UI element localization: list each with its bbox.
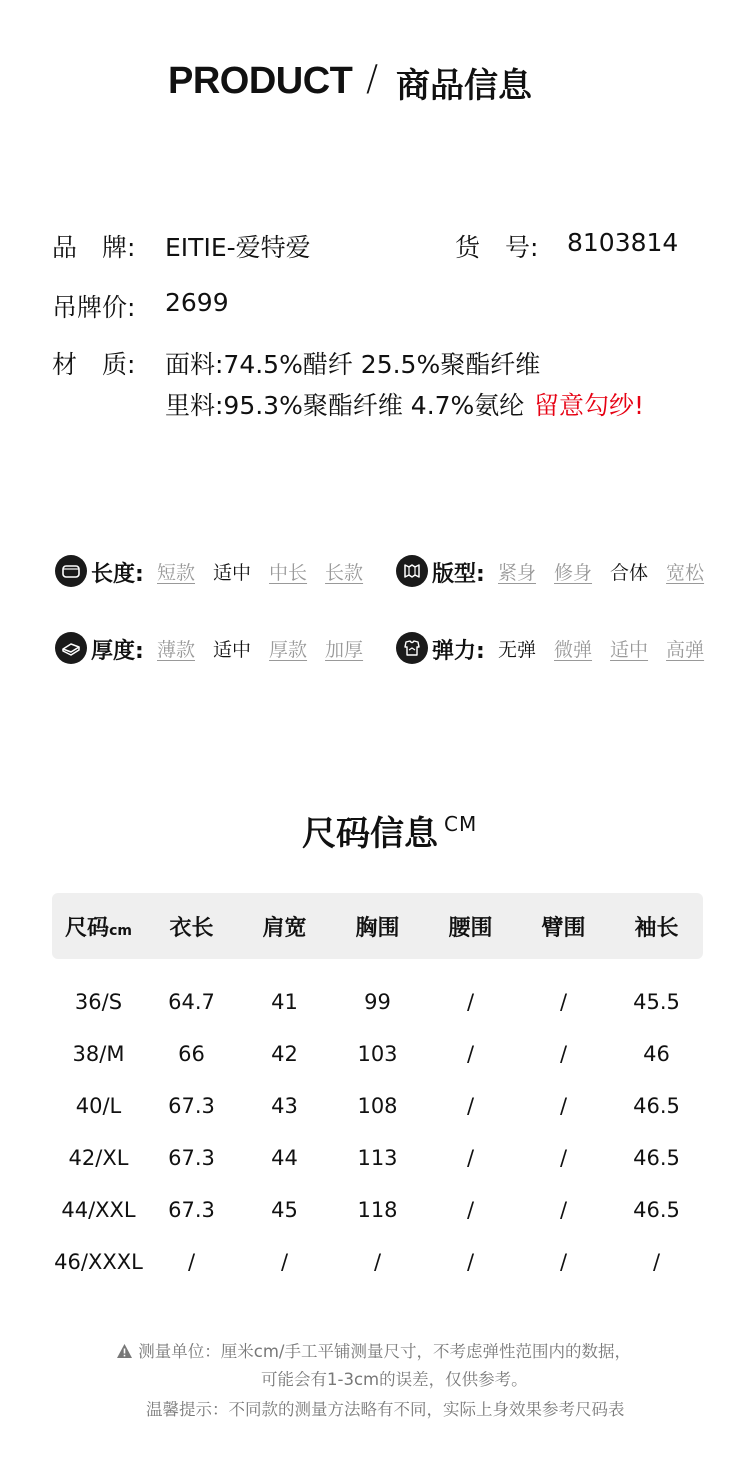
table-cell: 67.3 bbox=[168, 1198, 215, 1222]
table-cell: 45.5 bbox=[633, 990, 680, 1014]
table-cell: 44 bbox=[271, 1146, 298, 1170]
option-high-stretch: 高弹 bbox=[666, 639, 705, 661]
option-medium: 适中 bbox=[213, 562, 252, 584]
table-cell: / bbox=[652, 1250, 661, 1274]
table-cell: 67.3 bbox=[168, 1146, 215, 1170]
option-slim: 修身 bbox=[554, 562, 593, 584]
attr-thickness-options bbox=[157, 635, 363, 662]
option-medium-stretch: 适中 bbox=[610, 639, 649, 661]
table-row bbox=[52, 1184, 703, 1236]
note-text-3: 温馨提示：不同款的测量方法略有不同，实际上身效果参考尺码表 bbox=[146, 1400, 625, 1419]
table-cell: 99 bbox=[364, 990, 391, 1014]
header-title-en: PRODUCT bbox=[168, 60, 353, 102]
table-cell: / bbox=[466, 1094, 475, 1118]
attr-elasticity-options bbox=[498, 635, 704, 662]
attr-length bbox=[55, 555, 375, 591]
table-cell: / bbox=[559, 1250, 568, 1274]
table-cell: 67.3 bbox=[168, 1094, 215, 1118]
table-cell: 46 bbox=[643, 1042, 670, 1066]
attr-fit-options bbox=[498, 558, 704, 585]
table-cell: / bbox=[559, 1146, 568, 1170]
option-short: 短款 bbox=[157, 562, 196, 584]
elasticity-icon bbox=[396, 632, 428, 664]
table-cell: 103 bbox=[357, 1042, 398, 1066]
table-cell: 43 bbox=[271, 1094, 298, 1118]
table-cell: / bbox=[466, 1250, 475, 1274]
attr-length-label: 长度: bbox=[91, 562, 144, 587]
option-slight-stretch: 微弹 bbox=[554, 639, 593, 661]
table-row bbox=[52, 1028, 703, 1080]
option-moderate: 适中 bbox=[213, 639, 252, 661]
note-text-2: 可能会有1-3cm的误差，仅供参考。 bbox=[261, 1370, 528, 1389]
table-cell: / bbox=[559, 1042, 568, 1066]
table-row bbox=[52, 1080, 703, 1132]
brand-label: 品 牌: bbox=[52, 233, 136, 262]
material-label: 材 质: bbox=[52, 350, 136, 379]
length-icon bbox=[55, 555, 87, 587]
table-cell: 41 bbox=[271, 990, 298, 1014]
sku-value: 8103814 bbox=[567, 228, 679, 257]
table-cell: 46.5 bbox=[633, 1146, 680, 1170]
table-cell: / bbox=[466, 990, 475, 1014]
option-thin: 薄款 bbox=[157, 639, 196, 661]
size-table bbox=[52, 893, 703, 1288]
attr-fit-label: 版型: bbox=[432, 562, 485, 587]
brand-value: EITIE-爱特爱 bbox=[165, 233, 311, 262]
warning-icon bbox=[116, 1343, 133, 1359]
table-cell: 44/XXL bbox=[61, 1198, 136, 1222]
table-cell: / bbox=[466, 1042, 475, 1066]
option-thick: 厚款 bbox=[269, 639, 308, 661]
header-arm: 臂围 bbox=[541, 915, 586, 941]
table-cell: / bbox=[559, 1198, 568, 1222]
table-cell: / bbox=[373, 1250, 382, 1274]
table-cell: 42 bbox=[271, 1042, 298, 1066]
size-table-header bbox=[52, 893, 703, 959]
note-text-1: 测量单位：厘米cm/手工平铺测量尺寸，不考虑弹性范围内的数据， bbox=[138, 1342, 631, 1361]
header-size-unit: cm bbox=[109, 922, 132, 939]
option-loose: 宽松 bbox=[666, 562, 705, 584]
option-long: 长款 bbox=[325, 562, 364, 584]
attr-fit bbox=[396, 555, 716, 591]
price-value: 2699 bbox=[165, 288, 229, 317]
note-line-2 bbox=[0, 1366, 750, 1390]
fit-icon bbox=[396, 555, 428, 587]
option-extra-thick: 加厚 bbox=[325, 639, 364, 661]
table-row bbox=[52, 1132, 703, 1184]
thickness-icon bbox=[55, 632, 87, 664]
table-cell: / bbox=[187, 1250, 196, 1274]
table-row bbox=[52, 1236, 703, 1288]
table-cell: / bbox=[280, 1250, 289, 1274]
header-length: 衣长 bbox=[169, 915, 214, 941]
attr-elasticity-label: 弹力: bbox=[432, 639, 485, 664]
header-sleeve: 袖长 bbox=[634, 915, 679, 941]
option-mid-long: 中长 bbox=[269, 562, 308, 584]
table-cell: 108 bbox=[357, 1094, 398, 1118]
size-table-body bbox=[52, 959, 703, 1288]
header-chest: 胸围 bbox=[355, 915, 400, 941]
size-section-title bbox=[302, 806, 478, 855]
table-cell: 36/S bbox=[74, 990, 123, 1014]
table-cell: 40/L bbox=[75, 1094, 122, 1118]
note-line-1 bbox=[0, 1338, 750, 1362]
attr-thickness bbox=[55, 632, 375, 668]
table-row bbox=[52, 976, 703, 1028]
table-cell: 38/M bbox=[72, 1042, 125, 1066]
attr-elasticity bbox=[396, 632, 716, 668]
price-label: 吊牌价: bbox=[52, 293, 136, 322]
table-cell: / bbox=[559, 990, 568, 1014]
note-line-3 bbox=[0, 1396, 750, 1420]
size-title-text: 尺码信息 bbox=[302, 814, 438, 854]
table-cell: 118 bbox=[357, 1198, 398, 1222]
header-shoulder: 肩宽 bbox=[262, 915, 307, 941]
table-cell: 46/XXXL bbox=[54, 1250, 143, 1274]
table-cell: 45 bbox=[271, 1198, 298, 1222]
table-cell: 113 bbox=[357, 1146, 398, 1170]
table-cell: / bbox=[466, 1146, 475, 1170]
table-cell: 46.5 bbox=[633, 1094, 680, 1118]
sku-label: 货 号: bbox=[455, 233, 539, 262]
header-waist: 腰围 bbox=[448, 915, 493, 941]
table-cell: 46.5 bbox=[633, 1198, 680, 1222]
header-title-cn: 商品信息 bbox=[396, 66, 532, 106]
table-cell: 64.7 bbox=[168, 990, 215, 1014]
header-divider: / bbox=[366, 58, 379, 99]
attr-thickness-label: 厚度: bbox=[91, 639, 144, 664]
table-cell: / bbox=[466, 1198, 475, 1222]
size-title-unit: CM bbox=[444, 812, 478, 836]
attr-length-options bbox=[157, 558, 363, 585]
header-size: 尺码cm bbox=[65, 915, 132, 941]
table-cell: 66 bbox=[178, 1042, 205, 1066]
material-face: 面料:74.5%醋纤 25.5%聚酯纤维 bbox=[165, 350, 541, 379]
table-cell: 42/XL bbox=[68, 1146, 129, 1170]
option-no-stretch: 无弹 bbox=[498, 639, 537, 661]
option-tight: 紧身 bbox=[498, 562, 537, 584]
material-lining: 里料:95.3%聚酯纤维 4.7%氨纶 bbox=[165, 391, 525, 420]
option-regular: 合体 bbox=[610, 562, 649, 584]
snag-warning: 留意勾纱! bbox=[534, 391, 645, 420]
table-cell: / bbox=[559, 1094, 568, 1118]
